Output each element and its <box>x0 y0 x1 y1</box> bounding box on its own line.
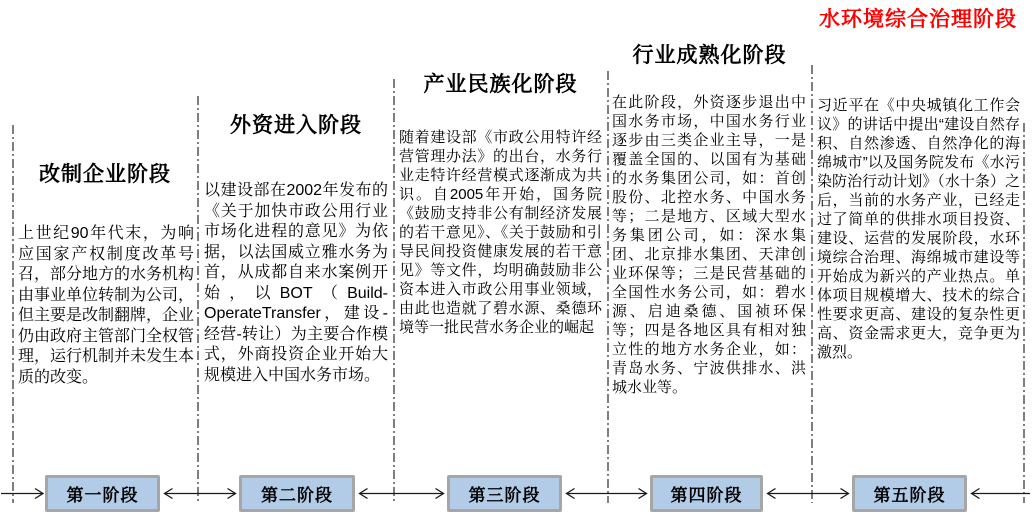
arrow-between-stage-1-2 <box>163 487 237 500</box>
stage-5-title: 水环境综合治理阶段 <box>819 8 1017 31</box>
stage-2-title: 外资进入阶段 <box>230 114 362 137</box>
arrow-between-stage-3-4 <box>565 487 648 500</box>
stage-1-description: 上世纪90年代末，为响应国家产权制度改革号召，部分地方的水务机构由事业单位转制为公司，但主要是改制翻牌，企业仍由政府主管部门全权管理，运行机制并未发生本质的改变。 <box>18 225 195 386</box>
stage-5-box <box>852 475 967 512</box>
stage-1-box-label: 第一阶段 <box>66 486 139 505</box>
arrow-into-stage-1 <box>1 487 45 500</box>
stage-1-title: 改制企业阶段 <box>39 163 171 186</box>
separator-line-6 <box>1023 123 1025 503</box>
arrow-between-stage-4-5 <box>766 487 850 500</box>
separator-line-3 <box>393 79 395 503</box>
stage-4-box <box>650 475 763 512</box>
stage-5-box-label: 第五阶段 <box>873 486 946 505</box>
stage-2-box <box>239 475 355 512</box>
stage-3-title: 产业民族化阶段 <box>423 73 578 96</box>
stage-3-box-label: 第三阶段 <box>468 486 541 505</box>
stage-4-box-label: 第四阶段 <box>670 486 743 505</box>
arrow-between-stage-2-3 <box>358 487 445 500</box>
stage-3-description: 随着建设部《市政公用特许经营管理办法》的出台，水务行业走特许经营模式逐渐成为共识。自2005年开始，国务院《鼓励支持非公有制经济发展的若干意见》、《关于鼓励和引导民间投资健康发展的若干意见》等文件，均明确鼓励非公资本进入市政公用事业领域，由此也造就了碧水源、桑德环境等一批民营水务企业的崛起 <box>399 129 602 336</box>
stage-4-description: 在此阶段，外资逐步退出中国水务市场，中国水务行业逐步由三类企业主导，一是覆盖全国的、以国有为基础的水务集团公司，如：首创股份、北控水务、中国水务等；二是地方、区域大型水务集团公司，如：深水集团、北京排水集团、天津创业环保等；三是民营基础的全国性水务公司，如：碧水源、启迪桑德、国祯环保等；四是各地区具有相对独立性的地方水务企业，如：青岛水务、宁波供排水、洪城水业等。 <box>612 94 806 396</box>
stage-4-title: 行业成熟化阶段 <box>632 44 787 67</box>
separator-line-4 <box>607 71 609 503</box>
stage-5-description: 习近平在《中央城镇化工作会议》的讲话中提出“建设自然存积、自然渗透、自然净化的海绵城市”以及国务院发布《水污染防治行动计划》（水十条）之后，当前的水务产业，已经走过了简单的供排水项目投资、建设、运营的发展阶段，水环境综合治理、海绵城市建设等开始成为新兴的产业热点。单体项目规模增大、技术的综合性要求更高、建设的复杂性更高、资金需求更大，竞争更为激烈。 <box>817 97 1020 361</box>
stage-2-box-label: 第二阶段 <box>261 486 333 505</box>
arrow-into-stage-5 <box>970 487 1030 500</box>
stage-2-description: 以建设部在2002年发布的《关于加快市政公用行业市场化进程的意见》为依据，以法国威立雅水务为首，从成都自来水案例开始，以BOT（Build-OperateTransfer，建设-经营-转让）为主要合作模式，外商投资企业开始大规模进入中国水务市场。 <box>204 182 388 384</box>
separator-line-2 <box>197 96 199 503</box>
stage-1-box <box>45 475 160 512</box>
stage-3-box <box>447 475 562 512</box>
separator-line-5 <box>811 65 813 503</box>
